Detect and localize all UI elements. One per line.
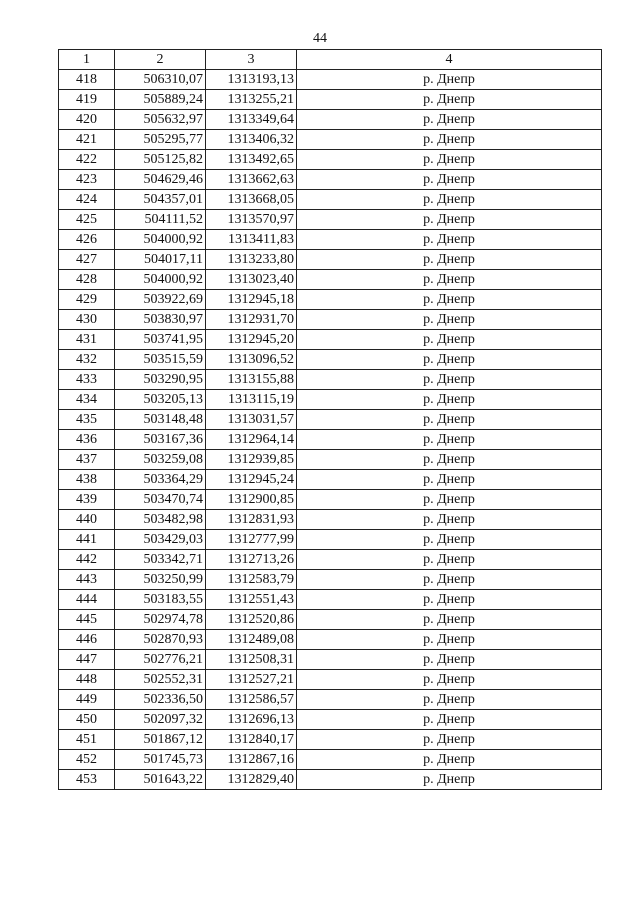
table-row — [59, 110, 602, 130]
y-coordinate-cell: 1312829,40 — [206, 770, 297, 790]
x-coordinate-cell: 502097,32 — [115, 710, 206, 730]
description-cell: р. Днепр — [297, 150, 602, 170]
table-body — [59, 70, 602, 790]
description-cell: р. Днепр — [297, 130, 602, 150]
y-coordinate-cell: 1313668,05 — [206, 190, 297, 210]
header-row — [59, 50, 602, 70]
table-row — [59, 750, 602, 770]
x-coordinate-cell: 505889,24 — [115, 90, 206, 110]
table-row — [59, 90, 602, 110]
table-row — [59, 230, 602, 250]
description-cell: р. Днепр — [297, 770, 602, 790]
point-number-cell: 431 — [59, 330, 115, 350]
coordinates-table — [58, 49, 602, 790]
point-number-cell: 449 — [59, 690, 115, 710]
y-coordinate-cell: 1312696,13 — [206, 710, 297, 730]
x-coordinate-cell: 501745,73 — [115, 750, 206, 770]
y-coordinate-cell: 1312586,57 — [206, 690, 297, 710]
x-coordinate-cell: 503515,59 — [115, 350, 206, 370]
description-cell: р. Днепр — [297, 190, 602, 210]
point-number-cell: 439 — [59, 490, 115, 510]
y-coordinate-cell: 1312840,17 — [206, 730, 297, 750]
point-number-cell: 438 — [59, 470, 115, 490]
description-cell: р. Днепр — [297, 510, 602, 530]
table-row — [59, 450, 602, 470]
point-number-cell: 423 — [59, 170, 115, 190]
x-coordinate-cell: 504629,46 — [115, 170, 206, 190]
y-coordinate-cell: 1312551,43 — [206, 590, 297, 610]
y-coordinate-cell: 1313115,19 — [206, 390, 297, 410]
y-coordinate-cell: 1313233,80 — [206, 250, 297, 270]
description-cell: р. Днепр — [297, 590, 602, 610]
y-coordinate-cell: 1313155,88 — [206, 370, 297, 390]
x-coordinate-cell: 503205,13 — [115, 390, 206, 410]
y-coordinate-cell: 1313492,65 — [206, 150, 297, 170]
table-row — [59, 430, 602, 450]
y-coordinate-cell: 1312939,85 — [206, 450, 297, 470]
x-coordinate-cell: 502974,78 — [115, 610, 206, 630]
description-cell: р. Днепр — [297, 610, 602, 630]
point-number-cell: 442 — [59, 550, 115, 570]
description-cell: р. Днепр — [297, 270, 602, 290]
point-number-cell: 428 — [59, 270, 115, 290]
column-header-3: 3 — [206, 50, 297, 70]
table-row — [59, 370, 602, 390]
y-coordinate-cell: 1312931,70 — [206, 310, 297, 330]
point-number-cell: 451 — [59, 730, 115, 750]
description-cell: р. Днепр — [297, 530, 602, 550]
table-row — [59, 270, 602, 290]
description-cell: р. Днепр — [297, 430, 602, 450]
x-coordinate-cell: 503342,71 — [115, 550, 206, 570]
x-coordinate-cell: 506310,07 — [115, 70, 206, 90]
point-number-cell: 450 — [59, 710, 115, 730]
y-coordinate-cell: 1312945,20 — [206, 330, 297, 350]
point-number-cell: 427 — [59, 250, 115, 270]
table-row — [59, 530, 602, 550]
description-cell: р. Днепр — [297, 470, 602, 490]
column-header-4: 4 — [297, 50, 602, 70]
table-row — [59, 690, 602, 710]
table-row — [59, 390, 602, 410]
point-number-cell: 441 — [59, 530, 115, 550]
description-cell: р. Днепр — [297, 250, 602, 270]
y-coordinate-cell: 1312583,79 — [206, 570, 297, 590]
x-coordinate-cell: 501867,12 — [115, 730, 206, 750]
point-number-cell: 418 — [59, 70, 115, 90]
description-cell: р. Днепр — [297, 450, 602, 470]
x-coordinate-cell: 502552,31 — [115, 670, 206, 690]
y-coordinate-cell: 1312777,99 — [206, 530, 297, 550]
table-row — [59, 410, 602, 430]
y-coordinate-cell: 1312964,14 — [206, 430, 297, 450]
description-cell: р. Днепр — [297, 350, 602, 370]
page-number: 44 — [313, 31, 327, 46]
description-cell: р. Днепр — [297, 490, 602, 510]
column-header-1: 1 — [59, 50, 115, 70]
y-coordinate-cell: 1313096,52 — [206, 350, 297, 370]
x-coordinate-cell: 503741,95 — [115, 330, 206, 350]
description-cell: р. Днепр — [297, 90, 602, 110]
table-row — [59, 190, 602, 210]
point-number-cell: 440 — [59, 510, 115, 530]
x-coordinate-cell: 503830,97 — [115, 310, 206, 330]
x-coordinate-cell: 503429,03 — [115, 530, 206, 550]
point-number-cell: 443 — [59, 570, 115, 590]
description-cell: р. Днепр — [297, 290, 602, 310]
point-number-cell: 452 — [59, 750, 115, 770]
table-row — [59, 490, 602, 510]
description-cell: р. Днепр — [297, 70, 602, 90]
description-cell: р. Днепр — [297, 710, 602, 730]
x-coordinate-cell: 505632,97 — [115, 110, 206, 130]
point-number-cell: 435 — [59, 410, 115, 430]
table-header — [59, 50, 602, 70]
point-number-cell: 424 — [59, 190, 115, 210]
description-cell: р. Днепр — [297, 730, 602, 750]
point-number-cell: 419 — [59, 90, 115, 110]
table-row — [59, 710, 602, 730]
y-coordinate-cell: 1312713,26 — [206, 550, 297, 570]
description-cell: р. Днепр — [297, 670, 602, 690]
x-coordinate-cell: 503259,08 — [115, 450, 206, 470]
table-row — [59, 170, 602, 190]
x-coordinate-cell: 504357,01 — [115, 190, 206, 210]
y-coordinate-cell: 1312489,08 — [206, 630, 297, 650]
description-cell: р. Днепр — [297, 110, 602, 130]
description-cell: р. Днепр — [297, 630, 602, 650]
table-row — [59, 550, 602, 570]
y-coordinate-cell: 1312527,21 — [206, 670, 297, 690]
table-row — [59, 650, 602, 670]
x-coordinate-cell: 503922,69 — [115, 290, 206, 310]
y-coordinate-cell: 1313193,13 — [206, 70, 297, 90]
table-row — [59, 470, 602, 490]
x-coordinate-cell: 503167,36 — [115, 430, 206, 450]
table-row — [59, 630, 602, 650]
point-number-cell: 446 — [59, 630, 115, 650]
table-row — [59, 770, 602, 790]
description-cell: р. Днепр — [297, 550, 602, 570]
description-cell: р. Днепр — [297, 310, 602, 330]
column-header-2: 2 — [115, 50, 206, 70]
description-cell: р. Днепр — [297, 370, 602, 390]
y-coordinate-cell: 1312900,85 — [206, 490, 297, 510]
x-coordinate-cell: 504000,92 — [115, 270, 206, 290]
x-coordinate-cell: 501643,22 — [115, 770, 206, 790]
x-coordinate-cell: 504017,11 — [115, 250, 206, 270]
point-number-cell: 420 — [59, 110, 115, 130]
x-coordinate-cell: 505295,77 — [115, 130, 206, 150]
y-coordinate-cell: 1313255,21 — [206, 90, 297, 110]
point-number-cell: 436 — [59, 430, 115, 450]
table-row — [59, 730, 602, 750]
x-coordinate-cell: 502336,50 — [115, 690, 206, 710]
description-cell: р. Днепр — [297, 390, 602, 410]
table-row — [59, 250, 602, 270]
description-cell: р. Днепр — [297, 230, 602, 250]
y-coordinate-cell: 1313406,32 — [206, 130, 297, 150]
x-coordinate-cell: 503290,95 — [115, 370, 206, 390]
description-cell: р. Днепр — [297, 750, 602, 770]
point-number-cell: 433 — [59, 370, 115, 390]
point-number-cell: 432 — [59, 350, 115, 370]
x-coordinate-cell: 503482,98 — [115, 510, 206, 530]
y-coordinate-cell: 1313349,64 — [206, 110, 297, 130]
point-number-cell: 422 — [59, 150, 115, 170]
point-number-cell: 448 — [59, 670, 115, 690]
y-coordinate-cell: 1313570,97 — [206, 210, 297, 230]
table-row — [59, 130, 602, 150]
y-coordinate-cell: 1312520,86 — [206, 610, 297, 630]
point-number-cell: 421 — [59, 130, 115, 150]
table-row — [59, 590, 602, 610]
y-coordinate-cell: 1312945,24 — [206, 470, 297, 490]
description-cell: р. Днепр — [297, 650, 602, 670]
table-row — [59, 310, 602, 330]
y-coordinate-cell: 1313662,63 — [206, 170, 297, 190]
x-coordinate-cell: 505125,82 — [115, 150, 206, 170]
y-coordinate-cell: 1312508,31 — [206, 650, 297, 670]
x-coordinate-cell: 503470,74 — [115, 490, 206, 510]
y-coordinate-cell: 1313031,57 — [206, 410, 297, 430]
x-coordinate-cell: 502776,21 — [115, 650, 206, 670]
x-coordinate-cell: 503250,99 — [115, 570, 206, 590]
point-number-cell: 444 — [59, 590, 115, 610]
x-coordinate-cell: 504000,92 — [115, 230, 206, 250]
x-coordinate-cell: 503183,55 — [115, 590, 206, 610]
description-cell: р. Днепр — [297, 690, 602, 710]
point-number-cell: 426 — [59, 230, 115, 250]
point-number-cell: 430 — [59, 310, 115, 330]
table-row — [59, 610, 602, 630]
table-row — [59, 70, 602, 90]
x-coordinate-cell: 503148,48 — [115, 410, 206, 430]
description-cell: р. Днепр — [297, 410, 602, 430]
y-coordinate-cell: 1313023,40 — [206, 270, 297, 290]
description-cell: р. Днепр — [297, 330, 602, 350]
y-coordinate-cell: 1312945,18 — [206, 290, 297, 310]
y-coordinate-cell: 1312831,93 — [206, 510, 297, 530]
point-number-cell: 429 — [59, 290, 115, 310]
description-cell: р. Днепр — [297, 170, 602, 190]
description-cell: р. Днепр — [297, 570, 602, 590]
point-number-cell: 434 — [59, 390, 115, 410]
table-row — [59, 330, 602, 350]
table-row — [59, 570, 602, 590]
table-row — [59, 670, 602, 690]
x-coordinate-cell: 504111,52 — [115, 210, 206, 230]
table-row — [59, 510, 602, 530]
table-row — [59, 210, 602, 230]
table-row — [59, 350, 602, 370]
point-number-cell: 437 — [59, 450, 115, 470]
description-cell: р. Днепр — [297, 210, 602, 230]
x-coordinate-cell: 502870,93 — [115, 630, 206, 650]
point-number-cell: 425 — [59, 210, 115, 230]
point-number-cell: 447 — [59, 650, 115, 670]
table-row — [59, 290, 602, 310]
point-number-cell: 453 — [59, 770, 115, 790]
y-coordinate-cell: 1313411,83 — [206, 230, 297, 250]
point-number-cell: 445 — [59, 610, 115, 630]
y-coordinate-cell: 1312867,16 — [206, 750, 297, 770]
table-row — [59, 150, 602, 170]
x-coordinate-cell: 503364,29 — [115, 470, 206, 490]
